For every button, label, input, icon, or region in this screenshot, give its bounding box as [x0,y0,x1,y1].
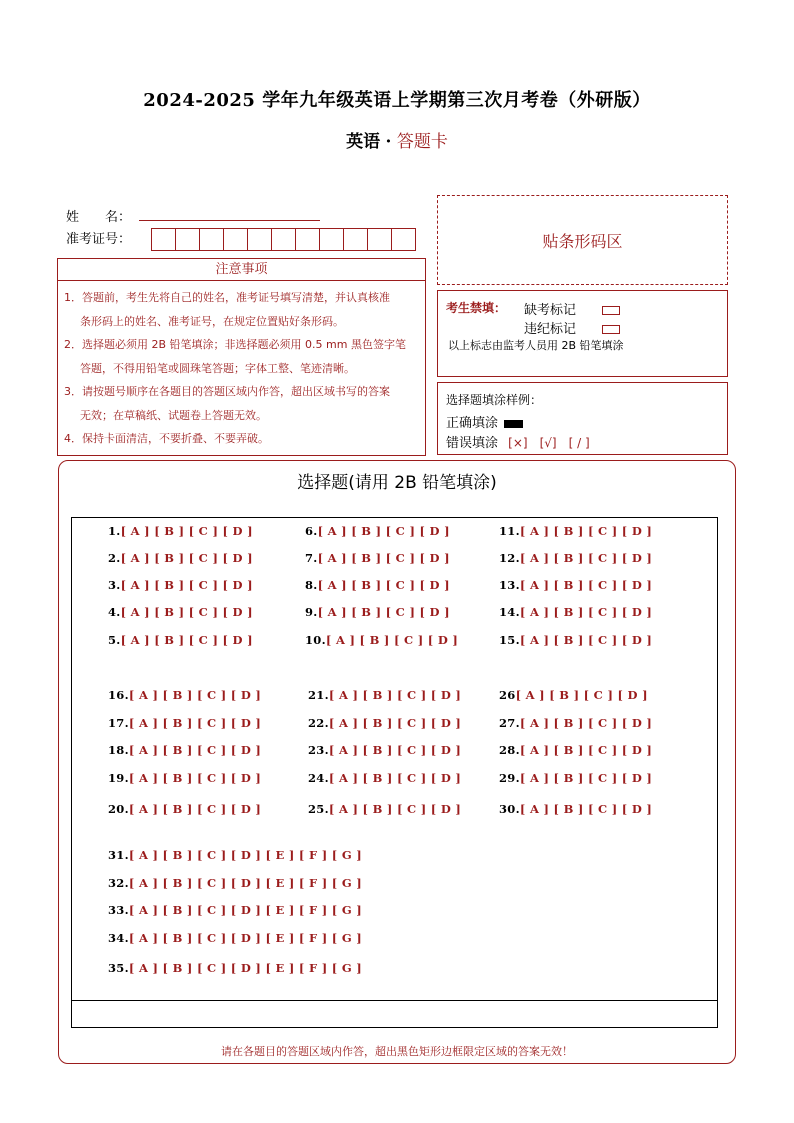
id-digit-box[interactable] [367,228,392,251]
answer-options[interactable]: [ A ] [ B ] [ C ] [ D ] [128,688,262,702]
notice-item: 无效；在草稿纸、试题卷上答题无效。 [80,408,267,422]
question-row [308,771,461,785]
answer-options[interactable]: [ A ] [ B ] [ C ] [ D ] [317,551,450,565]
question-number: 15. [499,633,520,647]
id-digit-box[interactable] [295,228,320,251]
question-row [305,551,450,565]
question-row [499,716,652,730]
question-number: 6. [305,524,318,538]
forbid-box [437,290,728,377]
page-title: 2024-2025 学年九年级英语上学期第三次月考卷（外研版） [143,90,651,111]
question-number: 7. [305,551,318,565]
notice-item: 4．保持卡面清洁，不要折叠、不要弄破。 [64,432,269,445]
question-number: 13. [499,578,520,592]
answer-options[interactable]: [ A ] [ B ] [ C ] [ D ] [519,524,653,538]
answer-options[interactable]: [ A ] [ B ] [ C ] [ D ] [519,716,653,730]
question-row [108,903,362,917]
notice-body [57,281,426,456]
id-digit-box[interactable] [151,228,176,251]
question-number: 3. [108,578,121,592]
sample-box [437,382,728,455]
question-number: 2. [108,551,121,565]
question-number: 19. [108,771,129,785]
answer-options[interactable]: [ A ] [ B ] [ C ] [ D ] [515,688,648,702]
section-title: 选择题(请用 2B 铅笔填涂) [297,473,497,493]
question-number: 14. [499,605,520,619]
question-row [499,551,652,565]
question-number: 18. [108,743,129,757]
question-number: 22. [308,716,329,730]
answer-options[interactable]: [ A ] [ B ] [ C ] [ D ] [120,524,253,538]
wrong-sample-label: 错误填涂 [446,436,499,451]
question-number: 1. [108,524,121,538]
answer-options[interactable]: [ A ] [ B ] [ C ] [ D ] [328,743,462,757]
wrong-sample-marks: [×] [√] [ / ] [508,436,590,450]
answer-options[interactable]: [ A ] [ B ] [ C ] [ D ] [317,524,450,538]
id-number-boxes[interactable] [151,228,415,251]
answer-options[interactable]: [ A ] [ B ] [ C ] [ D ] [ E ] [ F ] [ G ] [128,903,362,917]
answer-area-divider [71,1000,718,1001]
question-row [499,688,648,702]
answer-options[interactable]: [ A ] [ B ] [ C ] [ D ] [519,633,653,647]
id-digit-box[interactable] [175,228,200,251]
notice-item: 3．请按题号顺序在各题目的答题区域内作答，超出区域书写的答案 [64,385,390,398]
name-label: 姓 名： [66,210,132,225]
question-row [108,931,362,945]
subtitle-card: 答题卡 [396,132,448,152]
question-row [499,743,652,757]
correct-sample-label: 正确填涂 [446,416,499,431]
question-row [499,633,652,647]
question-row [499,771,652,785]
question-number: 27. [499,716,520,730]
name-field[interactable] [139,219,320,221]
question-row [305,605,450,619]
question-number: 35. [108,961,129,975]
question-number: 5. [108,633,121,647]
question-number: 33. [108,903,129,917]
notice-item: 2．选择题必须用 2B 铅笔填涂；非选择题必须用 0.5 mm 黑色签字笔 [64,338,406,351]
answer-options[interactable]: [ A ] [ B ] [ C ] [ D ] [ E ] [ F ] [ G ] [128,848,362,862]
answer-options[interactable]: [ A ] [ B ] [ C ] [ D ] [128,771,262,785]
id-digit-box[interactable] [199,228,224,251]
question-row [108,876,362,890]
question-number: 31. [108,848,129,862]
answer-options[interactable]: [ A ] [ B ] [ C ] [ D ] [519,551,653,565]
answer-options[interactable]: [ A ] [ B ] [ C ] [ D ] [128,743,262,757]
question-number: 21. [308,688,329,702]
violation-mark-label: 违纪标记 [524,322,577,337]
id-digit-box[interactable] [223,228,248,251]
answer-options[interactable]: [ A ] [ B ] [ C ] [ D ] [519,771,653,785]
sample-label: 选择题填涂样例： [446,393,543,407]
notice-item: 答题，不得用铅笔或圆珠笔答题；字体工整、笔迹清晰。 [80,361,355,375]
question-row [108,802,261,816]
question-number: 10. [305,633,326,647]
answer-options[interactable]: [ A ] [ B ] [ C ] [ D ] [325,633,459,647]
violation-mark-row [524,318,620,337]
absent-mark-box[interactable] [602,306,620,315]
footer-warning: 请在各题目的答题区域内作答，超出黑色矩形边框限定区域的答案无效！ [221,1045,573,1058]
answer-options[interactable]: [ A ] [ B ] [ C ] [ D ] [519,743,653,757]
question-row [305,633,458,647]
question-row [499,524,652,538]
answer-options[interactable]: [ A ] [ B ] [ C ] [ D ] [519,802,653,816]
question-number: 23. [308,743,329,757]
id-digit-box[interactable] [343,228,368,251]
question-number: 34. [108,931,129,945]
question-number: 29. [499,771,520,785]
barcode-label: 贴条形码区 [542,231,623,251]
answer-options[interactable]: [ A ] [ B ] [ C ] [ D ] [128,802,262,816]
notice-item: 条形码上的姓名、准考证号，在规定位置贴好条形码。 [80,314,344,328]
question-number: 32. [108,876,129,890]
question-row [108,551,253,565]
absent-mark-label: 缺考标记 [524,303,577,318]
question-row [108,771,261,785]
answer-options[interactable]: [ A ] [ B ] [ C ] [ D ] [328,771,462,785]
question-row [499,578,652,592]
violation-mark-box[interactable] [602,325,620,334]
answer-options[interactable]: [ A ] [ B ] [ C ] [ D ] [519,605,653,619]
question-number: 4. [108,605,121,619]
answer-options[interactable]: [ A ] [ B ] [ C ] [ D ] [120,605,253,619]
question-row [108,716,261,730]
question-number: 26 [499,688,516,702]
barcode-area [437,195,728,285]
filled-mark-icon [504,420,523,428]
question-row [308,802,461,816]
question-row [305,578,450,592]
answer-options[interactable]: [ A ] [ B ] [ C ] [ D ] [120,633,253,647]
correct-sample-row [446,412,523,431]
question-number: 11. [499,524,520,538]
question-number: 8. [305,578,318,592]
id-digit-box[interactable] [271,228,296,251]
question-number: 25. [308,802,329,816]
answer-options[interactable]: [ A ] [ B ] [ C ] [ D ] [317,605,450,619]
question-number: 28. [499,743,520,757]
answer-options[interactable]: [ A ] [ B ] [ C ] [ D ] [519,578,653,592]
question-number: 12. [499,551,520,565]
notice-heading: 注意事项 [57,258,426,281]
notice-item: 1．答题前，考生先将自己的姓名，准考证号填写清楚，并认真核准 [64,291,390,304]
id-label: 准考证号： [66,232,132,247]
question-number: 17. [108,716,129,730]
question-row [108,961,362,975]
forbid-note: 以上标志由监考人员用 2B 铅笔填涂 [448,339,624,352]
answer-options[interactable]: [ A ] [ B ] [ C ] [ D ] [128,716,262,730]
question-number: 16. [108,688,129,702]
question-row [108,848,362,862]
question-row [108,605,253,619]
question-number: 30. [499,802,520,816]
question-row [499,605,652,619]
question-row [308,716,461,730]
answer-options[interactable]: [ A ] [ B ] [ C ] [ D ] [120,578,253,592]
answer-options[interactable]: [ A ] [ B ] [ C ] [ D ] [317,578,450,592]
question-row [308,743,461,757]
question-row [305,524,450,538]
question-number: 20. [108,802,129,816]
question-row [108,578,253,592]
id-digit-box[interactable] [319,228,344,251]
question-row [108,688,261,702]
forbid-label: 考生禁填： [446,301,507,315]
answer-options[interactable]: [ A ] [ B ] [ C ] [ D ] [328,688,462,702]
subtitle-separator: · [385,132,392,152]
id-digit-box[interactable] [247,228,272,251]
question-row [308,688,461,702]
answer-options[interactable]: [ A ] [ B ] [ C ] [ D ] [ E ] [ F ] [ G ] [128,931,362,945]
page-subtitle [0,127,794,152]
answer-options[interactable]: [ A ] [ B ] [ C ] [ D ] [120,551,253,565]
answer-options[interactable]: [ A ] [ B ] [ C ] [ D ] [328,716,462,730]
subtitle-subject: 英语 [346,132,381,152]
answer-options[interactable]: [ A ] [ B ] [ C ] [ D ] [ E ] [ F ] [ G ] [128,876,362,890]
question-row [108,743,261,757]
wrong-sample-row [446,432,590,451]
answer-options[interactable]: [ A ] [ B ] [ C ] [ D ] [ E ] [ F ] [ G ] [128,961,362,975]
absent-mark-row [524,299,620,318]
question-row [108,633,253,647]
question-number: 9. [305,605,318,619]
question-number: 24. [308,771,329,785]
question-row [108,524,253,538]
question-row [499,802,652,816]
id-digit-box[interactable] [391,228,416,251]
answer-options[interactable]: [ A ] [ B ] [ C ] [ D ] [328,802,462,816]
